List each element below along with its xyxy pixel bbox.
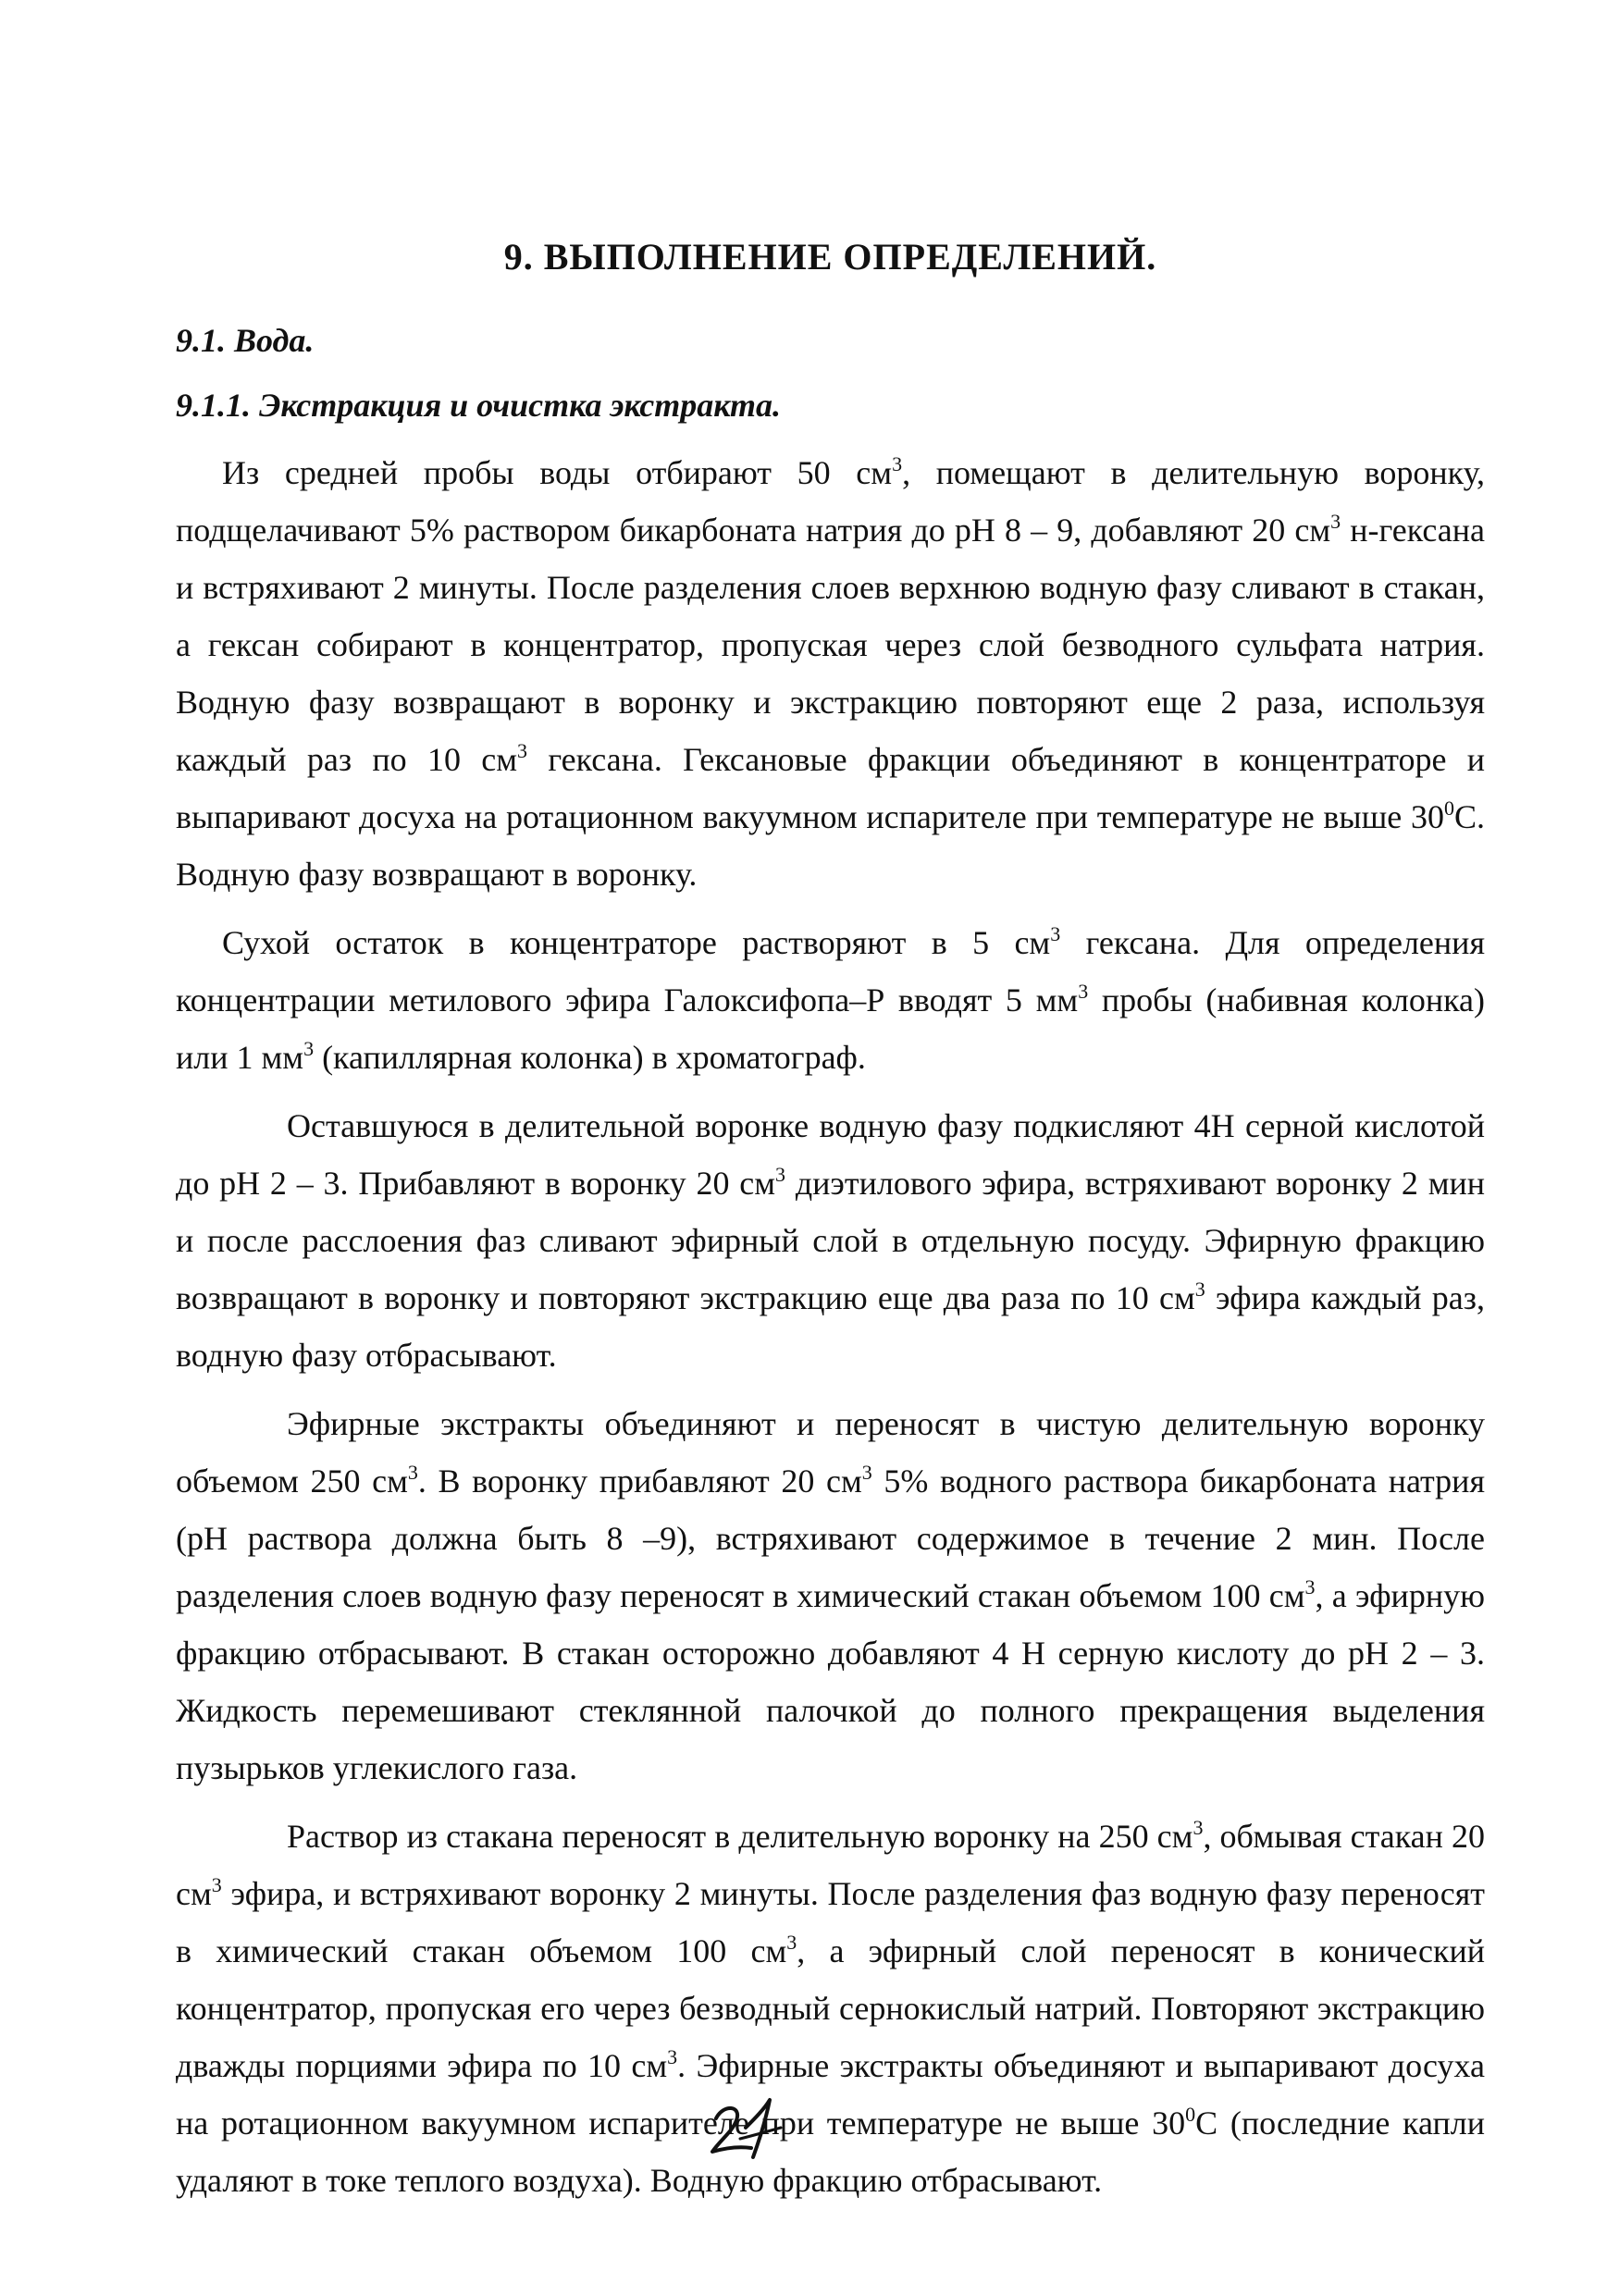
superscript: 3 [1194, 1278, 1205, 1301]
paragraph-text: Эфирные экстракты объединяют и переносят в чистую делительную воронку объемом 250 см [176, 1405, 1485, 1500]
paragraph-text: С (последние капли удаляют в токе теплого воздуха). Водную фракцию отбрасывают. [176, 2105, 1485, 2199]
subsection-number: 9.1. [176, 322, 226, 359]
paragraph-text: эфира каждый раз, водную фазу отбрасывают. [176, 1279, 1486, 1374]
paragraph-text: Раствор из стакана переносят в делительную воронку на 250 см [287, 1818, 1193, 1855]
paragraph-text: , а эфирный слой переносят в конический концентратор, пропуская его через безводный сернокислый натрий. Повторяют экстракцию дважды порциями эфира по 10 см [176, 1932, 1485, 2084]
superscript: 3 [1078, 980, 1089, 1003]
superscript: 3 [786, 1931, 797, 1954]
superscript: 3 [1193, 1816, 1204, 1839]
subsection-heading-water [176, 315, 1485, 366]
superscript: 3 [407, 1461, 418, 1484]
paragraph-2 [176, 914, 1485, 1086]
paragraph-text: . Эфирные экстракты объединяют и выпаривают досуха на ротационном вакуумном испарителе при температуре не выше 30 [176, 2047, 1485, 2142]
superscript: 0 [1185, 2103, 1196, 2126]
handwritten-page-number [703, 2091, 786, 2165]
superscript: 3 [775, 1163, 786, 1186]
superscript: 3 [517, 739, 528, 762]
superscript: 3 [892, 452, 903, 475]
paragraph-text: Из средней пробы воды отбирают 50 см [222, 454, 893, 491]
superscript: 3 [861, 1461, 872, 1484]
paragraph-text: (капиллярная колонка) в хроматограф. [314, 1039, 866, 1076]
paragraph-text: диэтилового эфира, встряхивают воронку 2 мин и после расслоения фаз сливают эфирный слой в отдельную посуду. Эфирную фракцию возвращают в воронку и повторяют экстракцию еще два раза по 10 см [176, 1165, 1486, 1316]
subsection-title: Экстракция и очистка экстракта. [259, 387, 782, 424]
paragraph-text: Оставшуюся в делительной воронке водную фазу подкисляют 4Н серной кислотой до pH 2 – 3. Прибавляют в воронку 20 см [176, 1107, 1485, 1202]
superscript: 3 [211, 1873, 222, 1896]
subsection-number: 9.1.1. [176, 387, 251, 424]
paragraph-text: , помещают в делительную воронку, подщелачивают 5% раствором бикарбоната натрия до pH 8 – 9, добавляют 20 см [176, 454, 1485, 549]
paragraph-text: 5% водного раствора бикарбоната натрия (pH раствора должна быть 8 –9), встряхивают содержимое в течение 2 мин. После разделения слоев водную фазу переносят в химический стакан объемом 100 см [176, 1463, 1486, 1614]
paragraph-text: эфира, и встряхивают воронку 2 минуты. После разделения фаз водную фазу переносят в химический стакан объемом 100 см [176, 1875, 1485, 1969]
paragraph-text: С. Водную фазу возвращают в воронку. [176, 798, 1485, 893]
paragraph-3 [176, 1097, 1485, 1384]
superscript: 3 [1304, 1575, 1316, 1599]
subsection-title: Вода. [234, 322, 315, 359]
superscript: 0 [1443, 796, 1454, 820]
superscript: 3 [1330, 510, 1341, 533]
paragraph-4 [176, 1395, 1485, 1796]
paragraph-text: . В воронку прибавляют 20 см [417, 1463, 862, 1500]
paragraph-text: пробы (набивная колонка) или 1 мм [176, 981, 1486, 1076]
paragraph-text: , а эфирную фракцию отбрасывают. В стакан осторожно добавляют 4 Н серную кислоту до pH 2 – 3. Жидкость перемешивают стеклянной палочкой до полного прекращения выделения пузырьков углекислого газа. [176, 1577, 1485, 1786]
superscript: 3 [1050, 922, 1061, 945]
paragraph-1 [176, 444, 1485, 903]
paragraph-text: Сухой остаток в концентраторе растворяют в 5 см [222, 924, 1051, 961]
paragraph-text: гексана. Для определения концентрации метилового эфира Галоксифопа–Р вводят 5 мм [176, 924, 1485, 1018]
subsection-heading-extraction [176, 379, 1485, 431]
superscript: 3 [303, 1037, 315, 1060]
paragraph-5 [176, 1808, 1485, 2209]
section-heading [176, 231, 1485, 283]
paragraph-text: гексана. Гексановые фракции объединяют в концентраторе и выпаривают досуха на ротационном вакуумном испарителе при температуре не выше 30 [176, 741, 1485, 835]
section-title: ВЫПОЛНЕНИЕ ОПРЕДЕЛЕНИЙ. [543, 236, 1157, 278]
superscript: 3 [667, 2045, 678, 2068]
paragraph-text: , обмывая стакан 20 см [176, 1818, 1486, 1912]
section-number: 9. [503, 236, 534, 278]
paragraph-text: н-гексана и встряхивают 2 минуты. После разделения слоев верхнюю водную фазу сливают в стакан, а гексан собирают в концентратор, пропуская через слой безводного сульфата натрия. Водную фазу возвращают в воронку и экстракцию повторяют еще 2 раза, используя каждый раз по 10 см [176, 512, 1485, 778]
